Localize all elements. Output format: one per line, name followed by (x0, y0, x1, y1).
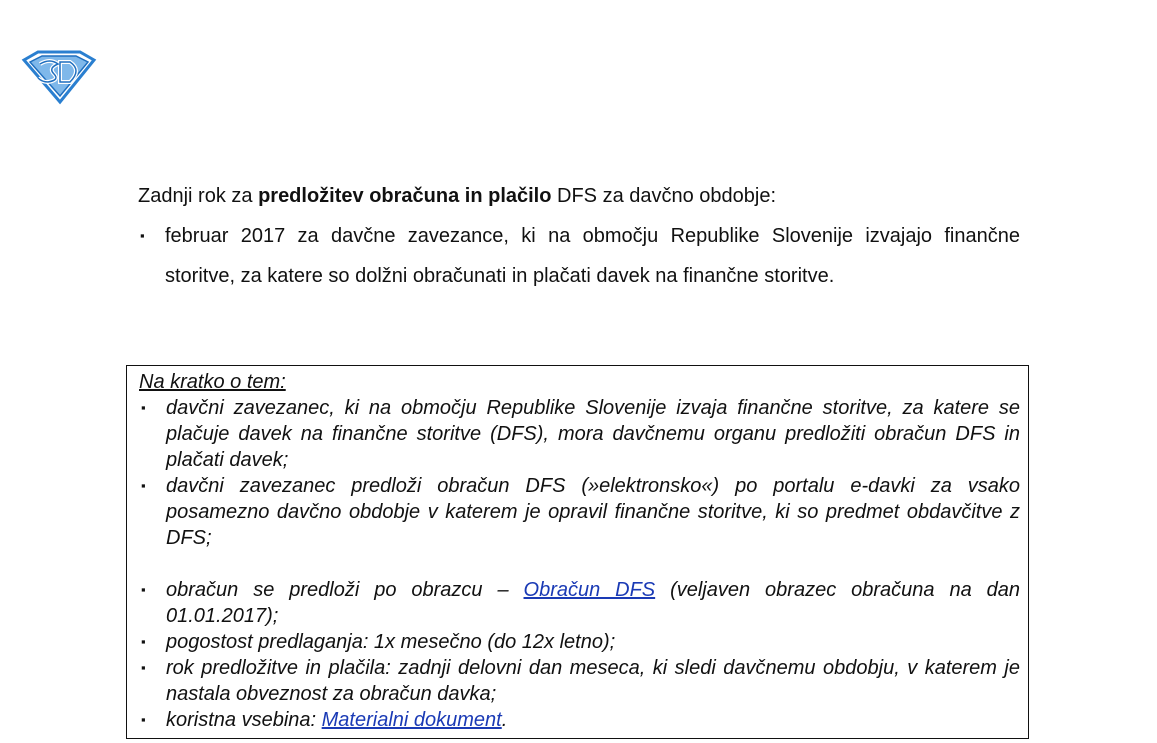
list-item: ▪ obračun se predloži po obrazcu – Obračun DFS (veljaven obrazec obračuna na dan 01.01.2017); (141, 579, 1020, 627)
summary-box-title: Na kratko o tem: (139, 371, 286, 393)
summary-list (139, 395, 1020, 733)
list-item: ▪ februar 2017 za davčne zavezance, ki na območju Republike Slovenije izvajajo finančne storitve, za katere so dolžni obračunati in plačati davek na finančne storitve. (138, 216, 1020, 296)
materialni-dokument-link[interactable]: Materialni dokument (321, 709, 502, 731)
bullet-icon: ▪ (140, 228, 145, 243)
list-item: ▪ davčni zavezanec, ki na območju Republike Slovenije izvaja finančne storitve, za katere se plačuje davek na finančne storitve (DFS), mora davčnemu organu predložiti obračun DFS in plačati davek; (141, 397, 1020, 471)
bullet-icon: ▪ (141, 660, 146, 675)
list-item: ▪ pogostost predlaganja: 1x mesečno (do 12x letno); (141, 631, 616, 653)
bullet-icon: ▪ (141, 478, 146, 493)
deadline-list (138, 216, 1020, 296)
bullet-icon: ▪ (141, 634, 146, 649)
list-item: ▪ rok predložitve in plačila: zadnji delovni dan meseca, ki sledi davčnemu obdobju, v katerem je nastala obveznost za obračun davka; (141, 657, 1020, 705)
summary-box (126, 365, 1029, 739)
list-item: ▪ davčni zavezanec predloži obračun DFS (»elektronsko«) po portalu e-davki za vsako posamezno davčno obdobje v katerem je opravil finančne storitve, ki so predmet obdavčitve z DFS; (141, 475, 1020, 549)
bullet-icon: ▪ (141, 582, 146, 597)
list-item: ▪ koristna vsebina: Materialni dokument. (141, 709, 508, 731)
deadline-lead: Zadnji rok za predložitev obračuna in plačilo DFS za davčno obdobje: (138, 185, 777, 207)
intro-section (138, 176, 1020, 296)
deadline-lead-bold: predložitev obračuna in plačilo (258, 185, 552, 207)
bullet-icon: ▪ (141, 712, 146, 727)
obracun-dfs-link[interactable]: Obračun DFS (523, 579, 656, 601)
shield-logo-icon (20, 48, 98, 106)
bullet-icon: ▪ (141, 400, 146, 415)
